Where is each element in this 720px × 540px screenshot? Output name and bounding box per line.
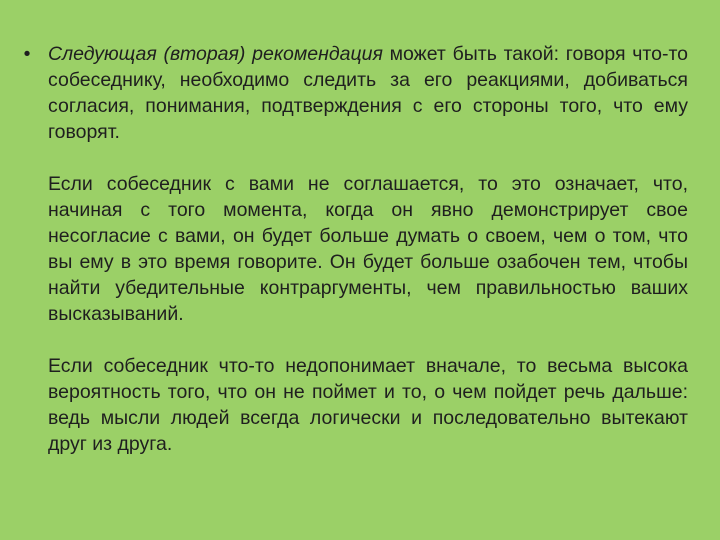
paragraph-disagreement: Если собеседник с вами не соглашается, то это означает, что, начиная с того момента, когда он явно демонстрирует свое несогласие с вами, он будет больше думать о своем, чем о том, что вы ему в это время говорите. Он будет больше озабочен тем, чтобы найти убедительные контраргументы, чем правильностью ваших высказываний. — [48, 173, 688, 325]
top-spacer — [48, 12, 688, 41]
paragraph-recommendation — [23, 41, 689, 145]
paragraph-gap — [48, 145, 688, 171]
paragraph-gap — [48, 327, 688, 353]
recommendation-text: может быть такой: говоря что-то собеседнику, необходимо следить за его реакциями, добиваться согласия, понимания, подтверждения с его стороны того, что ему говорят. — [48, 43, 689, 143]
slide-content — [23, 12, 689, 457]
paragraph-misunderstanding: Если собеседник что-то недопонимает вначале, то весьма высока вероятность того, что он не поймет и то, о чем пойдет речь дальше: ведь мысли людей всегда логически и последовательно вытекают друг из друга. — [48, 355, 688, 455]
recommendation-heading: Следующая (вторая) рекомендация — [48, 43, 383, 65]
bullet-icon: • — [23, 43, 31, 65]
